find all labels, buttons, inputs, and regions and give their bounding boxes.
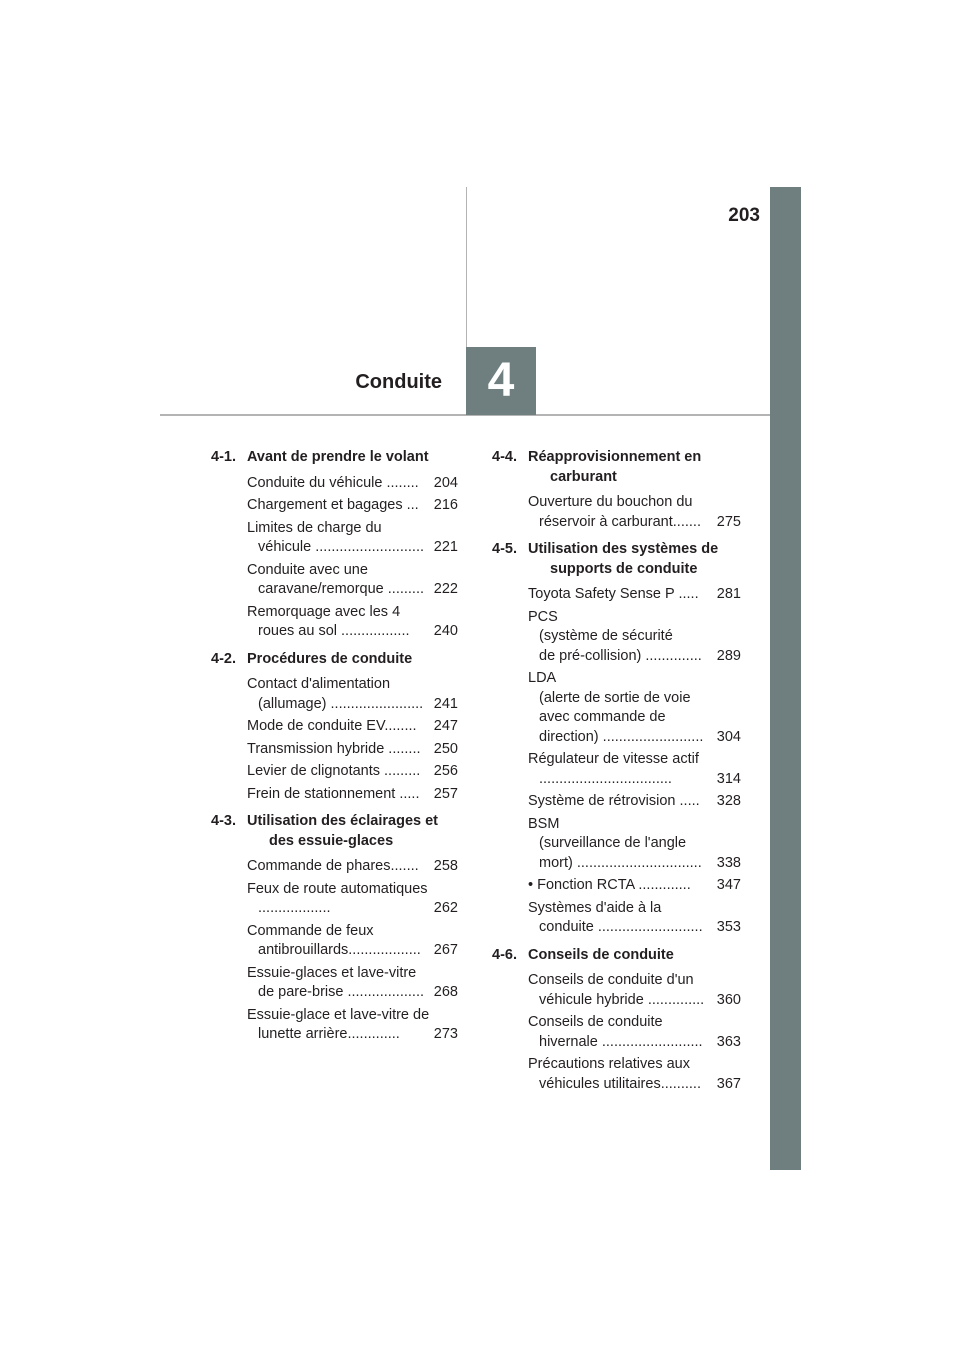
toc-entry-page: 262	[433, 900, 458, 916]
toc-entry-text: Levier de clignotants .........	[247, 763, 421, 779]
toc-entry-text: Conduite avec une caravane/remorque .........	[247, 561, 425, 597]
toc-entry[interactable]	[528, 585, 741, 605]
toc-entry[interactable]	[528, 899, 741, 938]
toc-entry-page: 338	[716, 854, 741, 871]
section-title: Réapprovisionnement en carburant	[528, 449, 702, 485]
toc-entry[interactable]	[247, 880, 458, 919]
toc-entry[interactable]	[528, 792, 741, 812]
toc-column-right	[492, 448, 741, 1102]
toc-entry-page: 250	[433, 740, 458, 757]
toc-entry-page: 268	[433, 984, 458, 1000]
toc-entry-list	[247, 474, 458, 642]
section-number: 4-5.	[492, 541, 517, 557]
toc-entry-page: 347	[716, 877, 741, 893]
toc-entry[interactable]	[247, 474, 458, 494]
toc-entry-page: 204	[433, 474, 458, 491]
toc-entry-text: Toyota Safety Sense P .....	[528, 586, 699, 602]
toc-entry-text: Frein de stationnement .....	[247, 785, 420, 802]
toc-column-left	[211, 448, 458, 1053]
toc-entry[interactable]	[528, 750, 741, 789]
toc-entry-page: 367	[716, 1075, 741, 1092]
toc-section-heading	[211, 650, 458, 670]
section-number: 4-1.	[211, 449, 236, 465]
toc-entry-list	[528, 971, 741, 1094]
toc-entry-page: 304	[716, 728, 741, 745]
toc-entry-text: Systèmes d'aide à la conduite ..........................	[528, 899, 703, 935]
toc-entry[interactable]	[247, 964, 458, 1003]
toc-entry[interactable]	[528, 876, 741, 896]
toc-entry[interactable]	[247, 740, 458, 760]
section-number: 4-2.	[211, 650, 236, 667]
chapter-title: Conduite	[355, 371, 442, 393]
toc-entry[interactable]	[528, 493, 741, 532]
section-title: Conseils de conduite	[528, 946, 674, 963]
toc-section-heading	[492, 946, 741, 966]
toc-entry-page: 258	[433, 858, 458, 874]
toc-entry-list	[528, 585, 741, 938]
toc-entry[interactable]	[247, 496, 458, 516]
vertical-rule	[466, 187, 467, 347]
toc-entry-list	[247, 857, 458, 1045]
toc-entry-text: Régulateur de vitesse actif .................................	[528, 751, 699, 787]
toc-entry-text: Commande de feux antibrouillards..................	[247, 922, 421, 958]
toc-entry-page: 221	[433, 539, 458, 555]
toc-entry-page: 281	[716, 586, 741, 602]
section-title: Avant de prendre le volant	[247, 449, 429, 465]
toc-entry[interactable]	[247, 519, 458, 558]
toc-entry-text: Conduite du véhicule ........	[247, 474, 419, 491]
toc-entry-page: 273	[433, 1026, 458, 1042]
toc-entry-text: Remorquage avec les 4 roues au sol .................	[247, 603, 410, 639]
toc-entry-text: Essuie-glace et lave-vitre de lunette arrière.............	[247, 1006, 430, 1042]
toc-entry-text: Conseils de conduite hivernale .........................	[528, 1014, 703, 1050]
toc-entry-page: 240	[433, 623, 458, 639]
toc-entry-text: Système de rétrovision .....	[528, 793, 700, 809]
toc-entry-page: 363	[716, 1033, 741, 1050]
section-number: 4-4.	[492, 449, 517, 465]
toc-entry-page: 289	[716, 647, 741, 664]
toc-section-heading	[211, 812, 458, 851]
toc-entry-text: Précautions relatives aux véhicules utilitaires..........	[528, 1056, 701, 1092]
toc-entry[interactable]	[528, 971, 741, 1010]
toc-entry-text: Conseils de conduite d'un véhicule hybride ..............	[528, 972, 705, 1008]
toc-entry-page: 314	[716, 770, 741, 787]
toc-entry[interactable]	[247, 762, 458, 782]
toc-entry[interactable]	[528, 1055, 741, 1094]
toc-entry-list	[528, 493, 741, 532]
toc-entry-text: Commande de phares.......	[247, 858, 419, 874]
toc-entry[interactable]	[528, 669, 741, 747]
chapter-number-box: 4	[466, 347, 536, 415]
toc-entry[interactable]	[247, 785, 458, 805]
section-number: 4-3.	[211, 813, 236, 829]
toc-entry-text: Essuie-glaces et lave-vitre de pare-brise ...................	[247, 964, 425, 1000]
toc-entry-text: BSM (surveillance de l'angle mort) ...............................	[528, 815, 702, 871]
toc-entry-text: Chargement et bagages ...	[247, 497, 419, 513]
toc-entry-page: 247	[433, 718, 458, 734]
section-title: Procédures de conduite	[247, 650, 413, 667]
toc-section-heading	[492, 448, 741, 487]
toc-entry-page: 353	[716, 919, 741, 935]
toc-entry[interactable]	[528, 608, 741, 667]
toc-entry-text: Transmission hybride ........	[247, 740, 421, 757]
section-number: 4-6.	[492, 946, 517, 963]
toc-entry-text: Contact d'alimentation (allumage) .......................	[247, 676, 424, 712]
section-title: Utilisation des systèmes de supports de conduite	[528, 541, 719, 577]
toc-entry[interactable]	[247, 675, 458, 714]
toc-entry[interactable]	[528, 815, 741, 874]
toc-entry-page: 257	[433, 785, 458, 802]
toc-entry[interactable]	[247, 561, 458, 600]
toc-entry-page: 256	[433, 763, 458, 779]
toc-entry-page: 328	[716, 793, 741, 809]
toc-entry-text: PCS (système de sécurité de pré-collision) ..............	[528, 608, 702, 664]
chapter-side-tab	[770, 187, 801, 1170]
section-title: Utilisation des éclairages et des essuie-glaces	[247, 813, 438, 849]
toc-entry-page: 360	[716, 991, 741, 1008]
toc-entry[interactable]	[247, 857, 458, 877]
toc-entry-page: 222	[433, 581, 458, 597]
toc-entry-text: Mode de conduite EV........	[247, 718, 417, 734]
horizontal-rule	[160, 414, 770, 416]
toc-entry-list	[247, 675, 458, 804]
toc-entry[interactable]	[247, 922, 458, 961]
toc-entry[interactable]	[247, 1006, 458, 1045]
page-number: 203	[728, 205, 760, 226]
toc-entry-page: 216	[433, 497, 458, 513]
toc-entry[interactable]	[247, 603, 458, 642]
toc-entry-text: Ouverture du bouchon du réservoir à carburant.......	[528, 494, 701, 530]
toc-entry-text: Feux de route automatiques ..................	[247, 880, 428, 916]
toc-entry-text: Limites de charge du véhicule ...........................	[247, 519, 424, 555]
toc-entry-text: LDA (alerte de sortie de voie avec commande de direction) .........................	[528, 670, 704, 745]
toc-entry-page: 267	[433, 942, 458, 958]
toc-entry-page: 275	[716, 513, 741, 530]
toc-section-heading	[492, 540, 741, 579]
toc-entry[interactable]	[528, 1013, 741, 1052]
toc-entry-text: • Fonction RCTA .............	[528, 877, 691, 893]
toc-entry-page: 241	[433, 695, 458, 712]
toc-entry[interactable]	[247, 717, 458, 737]
toc-section-heading	[211, 448, 458, 468]
